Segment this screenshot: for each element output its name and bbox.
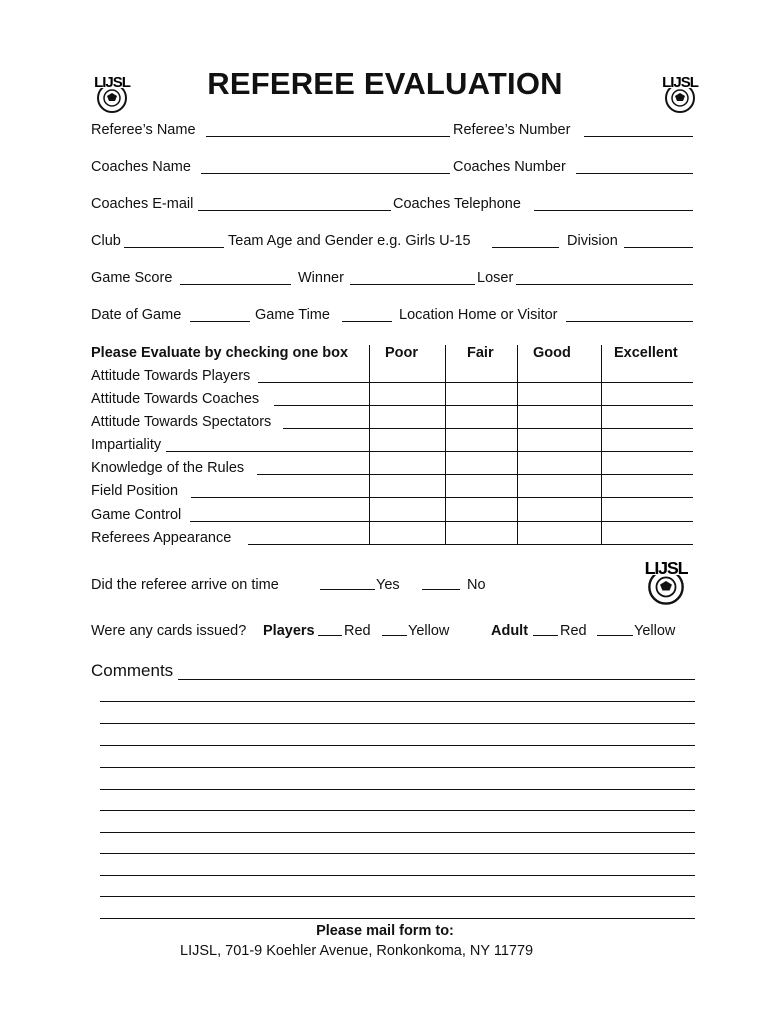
table-row[interactable]	[191, 497, 693, 498]
referee-name-field[interactable]	[206, 136, 450, 137]
table-row[interactable]	[248, 544, 693, 545]
table-row[interactable]	[274, 405, 693, 406]
coaches-name-label: Coaches Name	[91, 159, 191, 175]
row-label-impartiality: Impartiality	[91, 437, 162, 453]
table-row[interactable]	[166, 451, 693, 452]
footer-address: LIJSL, 701-9 Koehler Avenue, Ronkonkoma, NY 11779	[180, 943, 534, 959]
table-row[interactable]	[190, 521, 693, 522]
comment-line[interactable]	[100, 701, 695, 702]
winner-field[interactable]	[350, 284, 475, 285]
arrival-yes-field[interactable]	[320, 589, 375, 590]
lijsl-logo-lower	[642, 556, 690, 606]
comment-line[interactable]	[100, 723, 695, 724]
arrival-yes-label: Yes	[376, 577, 400, 593]
date-of-game-field[interactable]	[190, 321, 250, 322]
game-time-field[interactable]	[342, 321, 392, 322]
players-yellow-field[interactable]	[382, 635, 407, 636]
evaluation-header: Please Evaluate by checking one box	[91, 345, 349, 361]
footer-mail-heading: Please mail form to:	[316, 923, 454, 939]
comment-line[interactable]	[100, 875, 695, 876]
page-title: REFEREE EVALUATION	[207, 66, 563, 101]
location-label: Location Home or Visitor	[399, 307, 558, 323]
coaches-name-field[interactable]	[201, 173, 450, 174]
team-age-field[interactable]	[492, 247, 559, 248]
arrival-no-label: No	[467, 577, 486, 593]
winner-label: Winner	[298, 270, 344, 286]
cards-question: Were any cards issued?	[91, 623, 247, 639]
comment-line[interactable]	[100, 767, 695, 768]
row-label-referees-appearance: Referees Appearance	[91, 530, 232, 546]
row-label-knowledge-rules: Knowledge of the Rules	[91, 460, 245, 476]
comment-line[interactable]	[100, 896, 695, 897]
date-of-game-label: Date of Game	[91, 307, 182, 323]
location-field[interactable]	[566, 321, 693, 322]
column-good: Good	[533, 345, 571, 361]
cards-adult-label: Adult	[491, 623, 529, 639]
game-score-field[interactable]	[180, 284, 291, 285]
referee-number-field[interactable]	[584, 136, 693, 137]
division-label: Division	[567, 233, 618, 249]
lijsl-logo-right	[660, 72, 700, 114]
adult-yellow-field[interactable]	[597, 635, 633, 636]
coaches-telephone-field[interactable]	[534, 210, 693, 211]
comment-line[interactable]	[100, 853, 695, 854]
row-label-attitude-spectators: Attitude Towards Spectators	[91, 414, 272, 430]
arrival-question: Did the referee arrive on time	[91, 577, 279, 593]
table-divider	[517, 345, 518, 545]
table-divider	[601, 345, 602, 545]
lijsl-logo-left	[92, 72, 132, 114]
coaches-number-label: Coaches Number	[453, 159, 566, 175]
comment-line[interactable]	[100, 918, 695, 919]
table-row[interactable]	[258, 382, 693, 383]
loser-label: Loser	[477, 270, 514, 286]
row-label-field-position: Field Position	[91, 483, 179, 499]
adult-yellow-label: Yellow	[634, 623, 676, 639]
svg-text:LIJSL: LIJSL	[662, 74, 698, 91]
club-label: Club	[91, 233, 121, 249]
column-poor: Poor	[385, 345, 419, 361]
svg-text:LIJSL: LIJSL	[644, 557, 688, 578]
row-label-game-control: Game Control	[91, 507, 182, 523]
comment-line[interactable]	[100, 832, 695, 833]
row-label-attitude-players: Attitude Towards Players	[91, 368, 251, 384]
cards-players-label: Players	[263, 623, 315, 639]
coaches-number-field[interactable]	[576, 173, 693, 174]
comments-label: Comments	[91, 661, 174, 680]
comment-line[interactable]	[100, 810, 695, 811]
referee-name-label: Referee’s Name	[91, 122, 196, 138]
coaches-email-field[interactable]	[198, 210, 391, 211]
players-red-field[interactable]	[318, 635, 342, 636]
division-field[interactable]	[624, 247, 693, 248]
team-age-label: Team Age and Gender e.g. Girls U-15	[228, 233, 471, 249]
players-red-label: Red	[344, 623, 371, 639]
adult-red-field[interactable]	[533, 635, 558, 636]
table-divider	[445, 345, 446, 545]
comment-line[interactable]	[178, 679, 695, 680]
arrival-no-field[interactable]	[422, 589, 460, 590]
table-divider	[369, 345, 370, 545]
table-row[interactable]	[257, 474, 693, 475]
adult-red-label: Red	[560, 623, 587, 639]
comment-line[interactable]	[100, 789, 695, 790]
column-excellent: Excellent	[614, 345, 678, 361]
game-score-label: Game Score	[91, 270, 173, 286]
coaches-telephone-label: Coaches Telephone	[393, 196, 521, 212]
players-yellow-label: Yellow	[408, 623, 450, 639]
club-field[interactable]	[124, 247, 224, 248]
loser-field[interactable]	[516, 284, 693, 285]
coaches-email-label: Coaches E-mail	[91, 196, 194, 212]
referee-number-label: Referee’s Number	[453, 122, 571, 138]
svg-text:LIJSL: LIJSL	[94, 74, 130, 91]
table-row[interactable]	[283, 428, 693, 429]
comment-line[interactable]	[100, 745, 695, 746]
row-label-attitude-coaches: Attitude Towards Coaches	[91, 391, 260, 407]
game-time-label: Game Time	[255, 307, 330, 323]
column-fair: Fair	[467, 345, 494, 361]
